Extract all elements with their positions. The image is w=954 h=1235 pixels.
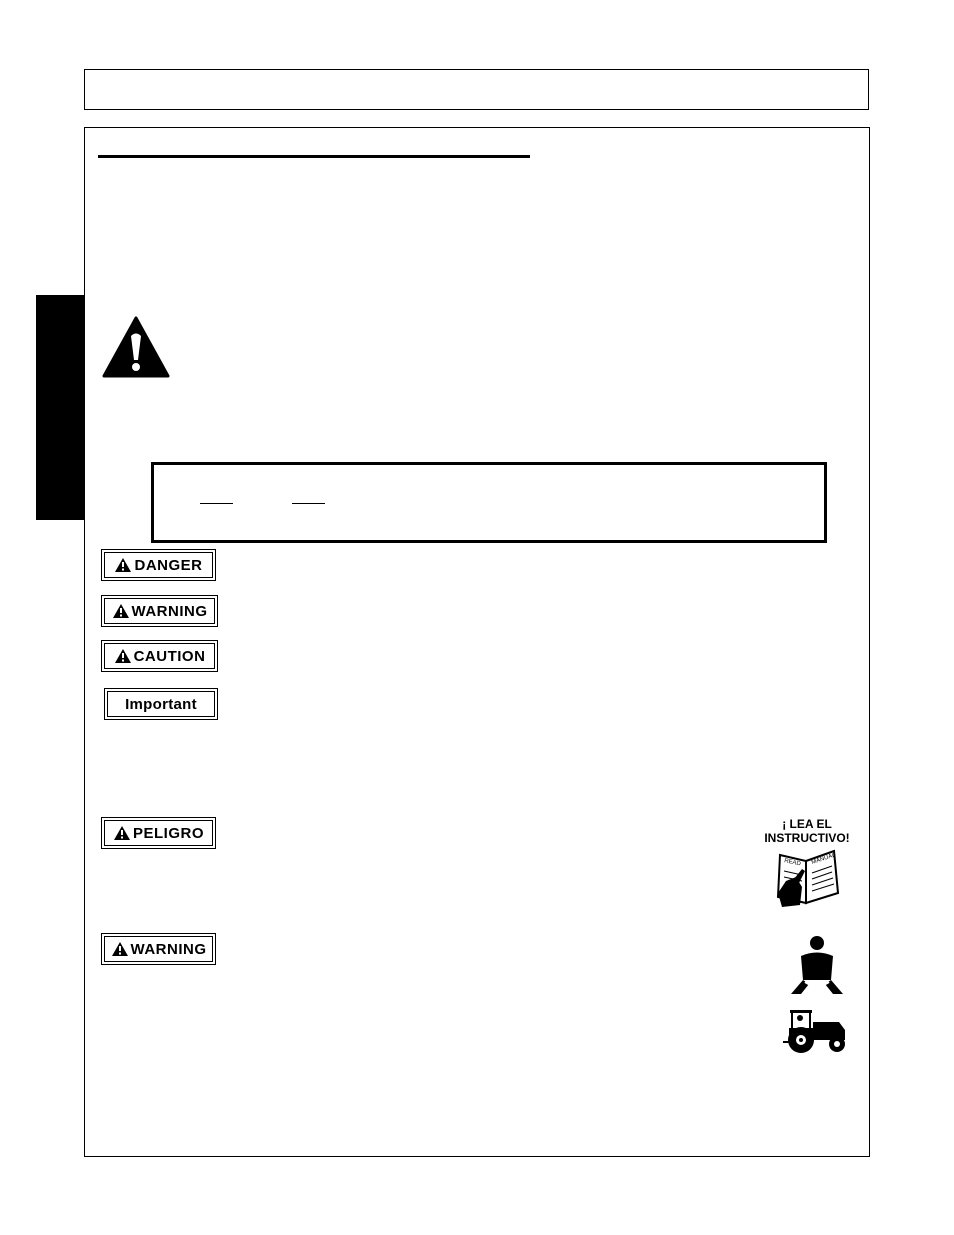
page-header-box	[84, 69, 869, 110]
important-signal-word	[104, 688, 218, 720]
book-left-text: READ	[783, 858, 802, 868]
warning-triangle-icon	[113, 825, 131, 841]
read-manual-icon	[772, 847, 842, 909]
tractor-icon	[783, 1008, 849, 1056]
safety-alert-symbol-icon	[102, 315, 170, 379]
warning-signal-word	[101, 595, 218, 627]
danger-label: DANGER	[134, 556, 203, 574]
important-label: Important	[125, 695, 197, 713]
section-title-rule	[98, 155, 530, 158]
underline-mark	[292, 503, 325, 504]
read-manual-line1: ¡ LEA EL	[782, 817, 832, 831]
warning-label: WARNING	[131, 602, 208, 620]
read-manual-caption	[757, 817, 857, 845]
underline-mark	[200, 503, 233, 504]
read-manual-line2: INSTRUCTIVO!	[764, 831, 850, 845]
warning-label-2: WARNING	[130, 940, 207, 958]
peligro-label: PELIGRO	[132, 824, 204, 842]
warning-triangle-icon	[114, 557, 132, 573]
warning-signal-word-2	[101, 933, 216, 965]
seated-operator-icon	[789, 934, 847, 996]
section-side-tab	[36, 295, 84, 520]
warning-triangle-icon	[114, 648, 132, 664]
warning-triangle-icon	[112, 603, 130, 619]
note-box	[151, 462, 827, 543]
danger-signal-word	[101, 549, 216, 581]
peligro-signal-word	[101, 817, 216, 849]
caution-signal-word	[101, 640, 218, 672]
caution-label: CAUTION	[133, 647, 206, 665]
warning-triangle-icon	[111, 941, 129, 957]
book-right-text: MANUAL	[810, 852, 837, 866]
